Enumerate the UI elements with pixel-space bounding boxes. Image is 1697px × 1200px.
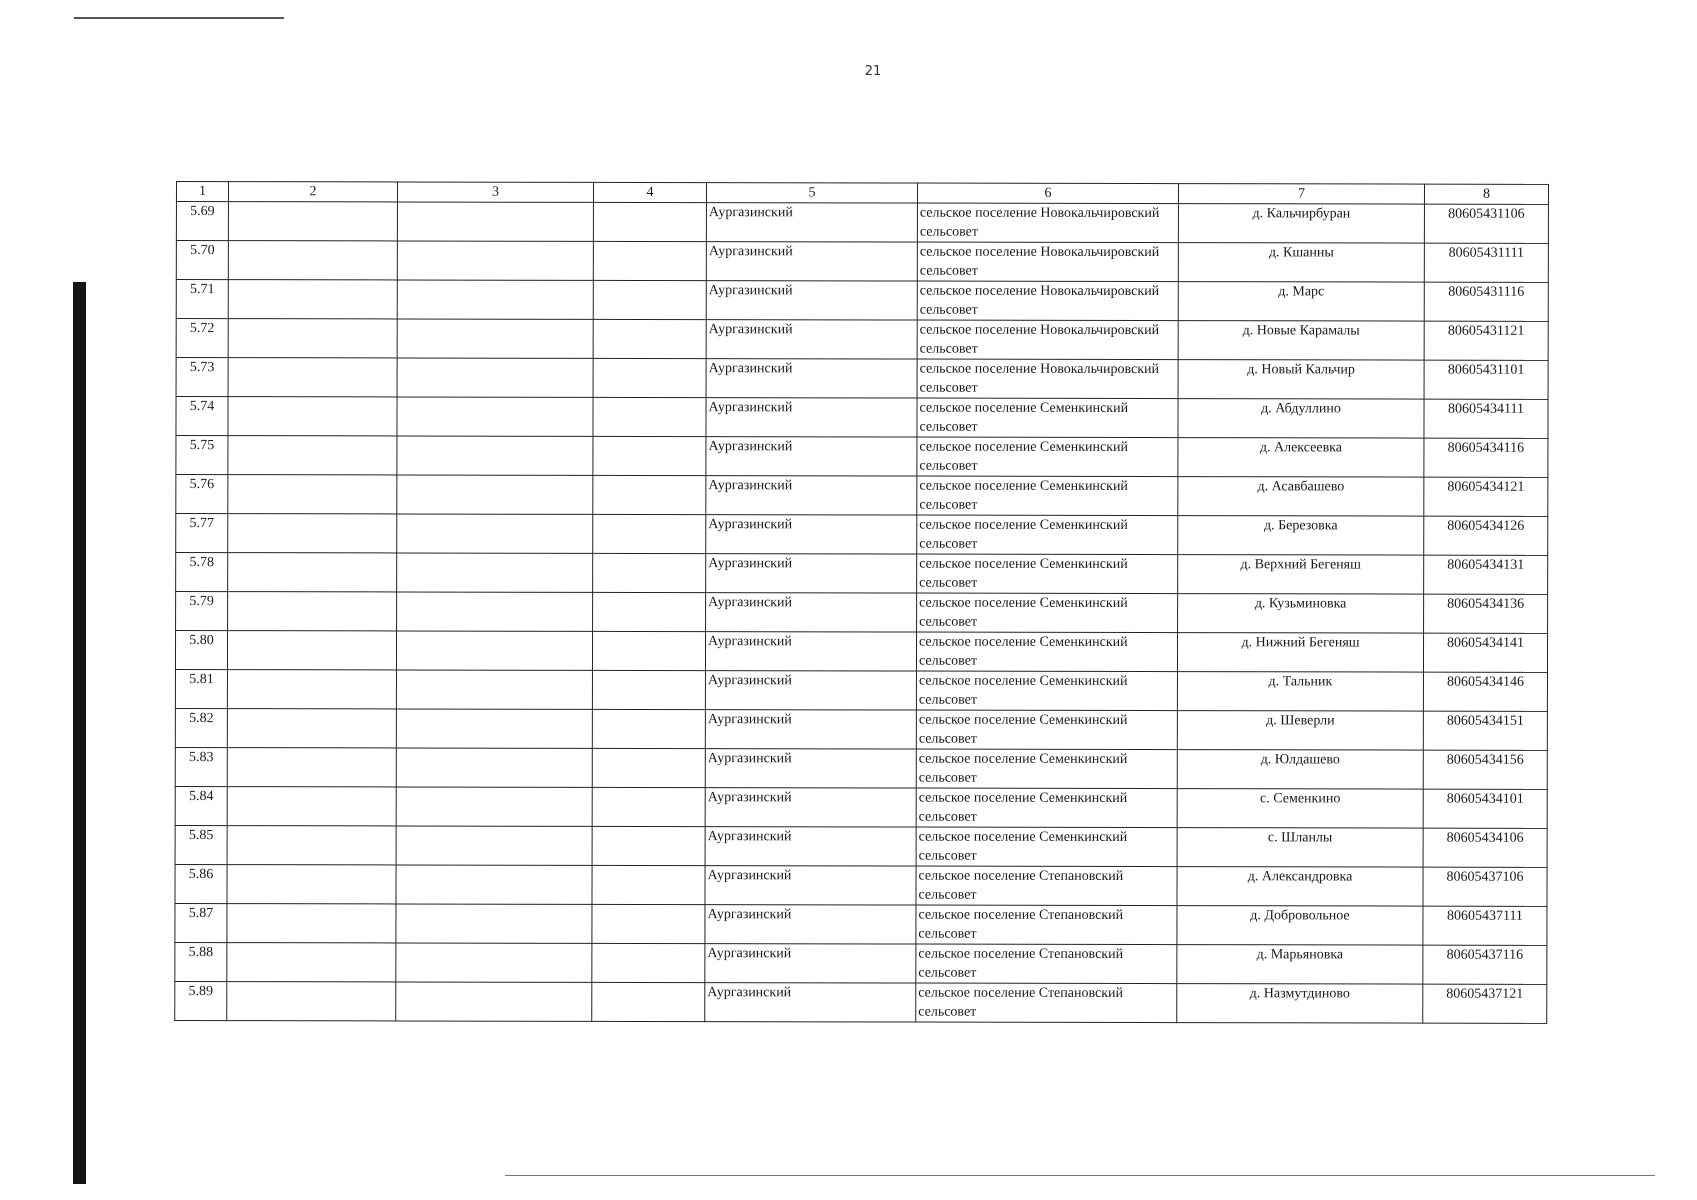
col-4-cell: [592, 670, 705, 709]
col-3-cell: [397, 280, 593, 319]
row-number: 5.81: [175, 670, 227, 709]
table-row: [175, 864, 1547, 906]
oktmo-code-cell: 80605431116: [1424, 282, 1548, 321]
district-cell: Аургазинский: [706, 593, 917, 632]
oktmo-code-cell: 80605434156: [1423, 750, 1547, 789]
col-2-cell: [228, 475, 397, 514]
oktmo-code-cell: 80605437111: [1423, 906, 1547, 945]
col-2-cell: [227, 904, 396, 943]
district-cell: Аургазинский: [706, 554, 917, 593]
settlement-cell: сельское поселение Семенкинский сельсовет: [916, 827, 1177, 867]
district-cell: Аургазинский: [705, 866, 916, 905]
settlement-cell: сельское поселение Новокальчировский сельсовет: [917, 203, 1178, 243]
col-2-cell: [228, 436, 397, 475]
col-2-cell: [227, 865, 396, 904]
oktmo-code-cell: 80605434116: [1424, 438, 1548, 477]
locality-cell: д. Кшанны: [1178, 243, 1424, 283]
oktmo-code-cell: 80605437106: [1423, 867, 1547, 906]
header-cell: 1: [176, 182, 228, 202]
col-2-cell: [227, 670, 396, 709]
locality-cell: д. Добровольное: [1177, 906, 1423, 946]
row-number: 5.76: [176, 475, 228, 514]
district-cell: Аургазинский: [705, 749, 916, 788]
col-3-cell: [397, 592, 593, 631]
row-number: 5.86: [175, 864, 227, 903]
district-cell: Аургазинский: [706, 242, 917, 281]
locality-cell: д. Кузьминовка: [1178, 594, 1424, 634]
row-number: 5.87: [175, 903, 227, 942]
header-cell: 8: [1424, 184, 1548, 204]
settlement-cell: сельское поселение Степановский сельсовет: [916, 983, 1177, 1023]
register-table: [174, 181, 1549, 1024]
settlement-cell: сельское поселение Новокальчировский сельсовет: [917, 281, 1178, 321]
col-4-cell: [592, 904, 705, 943]
district-cell: Аургазинский: [706, 476, 917, 515]
district-cell: Аургазинский: [705, 827, 916, 866]
col-3-cell: [396, 670, 592, 709]
district-cell: Аургазинский: [705, 788, 916, 827]
col-3-cell: [396, 709, 592, 748]
col-2-cell: [228, 553, 397, 592]
col-3-cell: [396, 943, 592, 982]
col-4-cell: [592, 787, 705, 826]
locality-cell: д. Абдуллино: [1178, 399, 1424, 439]
oktmo-code-cell: 80605434111: [1424, 399, 1548, 438]
col-2-cell: [228, 241, 397, 280]
col-4-cell: [592, 865, 705, 904]
settlement-cell: сельское поселение Семенкинский сельсовет: [917, 476, 1178, 516]
district-cell: Аургазинский: [705, 983, 916, 1022]
district-cell: Аургазинский: [706, 515, 917, 554]
table-row: [176, 280, 1548, 322]
header-cell: 5: [706, 183, 917, 203]
table-row: [175, 981, 1547, 1023]
bottom-rule: [505, 1175, 1655, 1176]
table-row: [175, 786, 1547, 828]
district-cell: Аургазинский: [705, 905, 916, 944]
district-cell: Аургазинский: [705, 632, 916, 671]
locality-cell: д. Марс: [1178, 282, 1424, 322]
settlement-cell: сельское поселение Семенкинский сельсовет: [917, 515, 1178, 555]
header-cell: 2: [228, 182, 397, 202]
col-4-cell: [593, 280, 706, 319]
col-2-cell: [227, 982, 396, 1021]
col-2-cell: [228, 319, 397, 358]
locality-cell: д. Шеверли: [1177, 711, 1423, 751]
locality-cell: д. Юлдашево: [1177, 750, 1423, 790]
table-row: [175, 747, 1547, 789]
table-row: [176, 553, 1548, 595]
col-4-cell: [593, 592, 706, 631]
row-number: 5.89: [175, 981, 227, 1020]
settlement-cell: сельское поселение Новокальчировский сельсовет: [917, 320, 1178, 360]
col-4-cell: [592, 943, 705, 982]
locality-cell: д. Кальчирбуран: [1178, 204, 1424, 244]
oktmo-code-cell: 80605434146: [1423, 672, 1547, 711]
settlement-cell: сельское поселение Степановский сельсовет: [916, 866, 1177, 906]
row-number: 5.69: [176, 202, 228, 241]
col-4-cell: [592, 982, 705, 1021]
settlement-cell: сельское поселение Семенкинский сельсовет: [916, 749, 1177, 789]
col-4-cell: [593, 358, 706, 397]
oktmo-code-cell: 80605437121: [1423, 984, 1547, 1023]
col-4-cell: [592, 631, 705, 670]
col-2-cell: [228, 592, 397, 631]
col-4-cell: [593, 553, 706, 592]
settlement-cell: сельское поселение Семенкинский сельсовет: [917, 554, 1178, 594]
row-number: 5.78: [176, 553, 228, 592]
row-number: 5.70: [176, 241, 228, 280]
oktmo-code-cell: 80605434151: [1423, 711, 1547, 750]
locality-cell: д. Верхний Бегеняш: [1178, 555, 1424, 595]
col-3-cell: [396, 904, 592, 943]
col-3-cell: [397, 241, 593, 280]
col-3-cell: [397, 436, 593, 475]
oktmo-code-cell: 80605431106: [1424, 204, 1548, 243]
col-3-cell: [397, 475, 593, 514]
scan-edge-shadow: [73, 282, 86, 1184]
col-2-cell: [227, 826, 396, 865]
col-3-cell: [397, 358, 593, 397]
oktmo-code-cell: 80605434121: [1424, 477, 1548, 516]
table-row: [175, 942, 1547, 984]
settlement-cell: сельское поселение Семенкинский сельсовет: [916, 788, 1177, 828]
settlement-cell: сельское поселение Семенкинский сельсовет: [917, 593, 1178, 633]
header-cell: 7: [1178, 184, 1424, 205]
oktmo-code-cell: 80605434136: [1424, 594, 1548, 633]
col-3-cell: [396, 865, 592, 904]
oktmo-code-cell: 80605434106: [1423, 828, 1547, 867]
col-4-cell: [593, 436, 706, 475]
locality-cell: д. Тальник: [1177, 672, 1423, 712]
table-row: [175, 670, 1547, 712]
col-3-cell: [397, 514, 593, 553]
col-3-cell: [396, 787, 592, 826]
oktmo-code-cell: 80605434126: [1424, 516, 1548, 555]
district-cell: Аургазинский: [706, 398, 917, 437]
table-row: [176, 202, 1548, 244]
settlement-cell: сельское поселение Новокальчировский сельсовет: [917, 359, 1178, 399]
header-cell: 3: [397, 182, 593, 202]
col-3-cell: [396, 748, 592, 787]
col-4-cell: [593, 514, 706, 553]
oktmo-code-cell: 80605431121: [1424, 321, 1548, 360]
locality-cell: д. Асавбашево: [1178, 477, 1424, 517]
header-cell: 6: [917, 183, 1178, 204]
locality-cell: д. Алексеевка: [1178, 438, 1424, 478]
col-3-cell: [396, 982, 592, 1021]
locality-cell: д. Александровка: [1177, 867, 1423, 907]
settlement-cell: сельское поселение Семенкинский сельсовет: [917, 437, 1178, 477]
col-3-cell: [396, 631, 592, 670]
col-4-cell: [593, 241, 706, 280]
row-number: 5.71: [176, 280, 228, 319]
table-row: [176, 514, 1548, 556]
table-row: [175, 903, 1547, 945]
row-number: 5.74: [176, 397, 228, 436]
col-3-cell: [397, 397, 593, 436]
settlement-cell: сельское поселение Степановский сельсовет: [916, 905, 1177, 945]
oktmo-code-cell: 80605431111: [1424, 243, 1548, 282]
settlement-cell: сельское поселение Новокальчировский сельсовет: [917, 242, 1178, 282]
col-3-cell: [397, 202, 593, 241]
locality-cell: д. Марьяновка: [1177, 945, 1423, 985]
row-number: 5.79: [176, 592, 228, 631]
row-number: 5.75: [176, 436, 228, 475]
table-row: [176, 436, 1548, 478]
district-cell: Аургазинский: [705, 671, 916, 710]
table-row: [176, 319, 1548, 361]
row-number: 5.88: [175, 942, 227, 981]
district-cell: Аургазинский: [706, 203, 917, 242]
locality-cell: д. Березовка: [1178, 516, 1424, 556]
col-4-cell: [593, 319, 706, 358]
row-number: 5.73: [176, 358, 228, 397]
table-row: [175, 631, 1547, 673]
col-4-cell: [592, 826, 705, 865]
col-4-cell: [593, 475, 706, 514]
row-number: 5.77: [176, 514, 228, 553]
locality-cell: с. Семенкино: [1177, 789, 1423, 829]
locality-cell: с. Шланлы: [1177, 828, 1423, 868]
locality-cell: д. Нижний Бегеняш: [1177, 633, 1423, 673]
district-cell: Аургазинский: [706, 281, 917, 320]
col-4-cell: [592, 709, 705, 748]
col-4-cell: [593, 397, 706, 436]
row-number: 5.84: [175, 786, 227, 825]
oktmo-code-cell: 80605437116: [1423, 945, 1547, 984]
oktmo-code-cell: 80605434101: [1423, 789, 1547, 828]
col-2-cell: [227, 787, 396, 826]
row-number: 5.83: [175, 747, 227, 786]
district-cell: Аургазинский: [705, 944, 916, 983]
district-cell: Аургазинский: [706, 320, 917, 359]
col-2-cell: [228, 202, 397, 241]
row-number: 5.72: [176, 319, 228, 358]
col-2-cell: [227, 631, 396, 670]
col-2-cell: [228, 358, 397, 397]
locality-cell: д. Новый Кальчир: [1178, 360, 1424, 400]
col-2-cell: [227, 943, 396, 982]
header-cell: 4: [593, 182, 706, 202]
oktmo-code-cell: 80605434131: [1424, 555, 1548, 594]
oktmo-code-cell: 80605434141: [1423, 633, 1547, 672]
table-row: [175, 708, 1547, 750]
page-number: 21: [864, 64, 882, 79]
settlement-cell: сельское поселение Степановский сельсовет: [916, 944, 1177, 984]
row-number: 5.82: [175, 708, 227, 747]
settlement-cell: сельское поселение Семенкинский сельсовет: [916, 671, 1177, 711]
col-3-cell: [397, 319, 593, 358]
locality-cell: д. Новые Карамалы: [1178, 321, 1424, 361]
district-cell: Аургазинский: [705, 710, 916, 749]
locality-cell: д. Назмутдиново: [1177, 984, 1423, 1024]
table-row: [176, 592, 1548, 634]
col-4-cell: [592, 748, 705, 787]
col-3-cell: [397, 553, 593, 592]
row-number: 5.85: [175, 825, 227, 864]
table-row: [176, 397, 1548, 439]
district-cell: Аургазинский: [706, 437, 917, 476]
settlement-cell: сельское поселение Семенкинский сельсовет: [916, 710, 1177, 750]
table-row: [175, 825, 1547, 867]
col-3-cell: [396, 826, 592, 865]
district-cell: Аургазинский: [706, 359, 917, 398]
col-2-cell: [228, 514, 397, 553]
top-rule: [74, 17, 284, 19]
table-row: [176, 475, 1548, 517]
col-2-cell: [228, 280, 397, 319]
row-number: 5.80: [175, 631, 227, 670]
table-row: [176, 358, 1548, 400]
settlement-cell: сельское поселение Семенкинский сельсовет: [916, 632, 1177, 672]
settlement-cell: сельское поселение Семенкинский сельсовет: [917, 398, 1178, 438]
col-4-cell: [593, 202, 706, 241]
col-2-cell: [228, 397, 397, 436]
col-2-cell: [227, 748, 396, 787]
table-row: [176, 241, 1548, 283]
col-2-cell: [227, 709, 396, 748]
oktmo-code-cell: 80605431101: [1424, 360, 1548, 399]
